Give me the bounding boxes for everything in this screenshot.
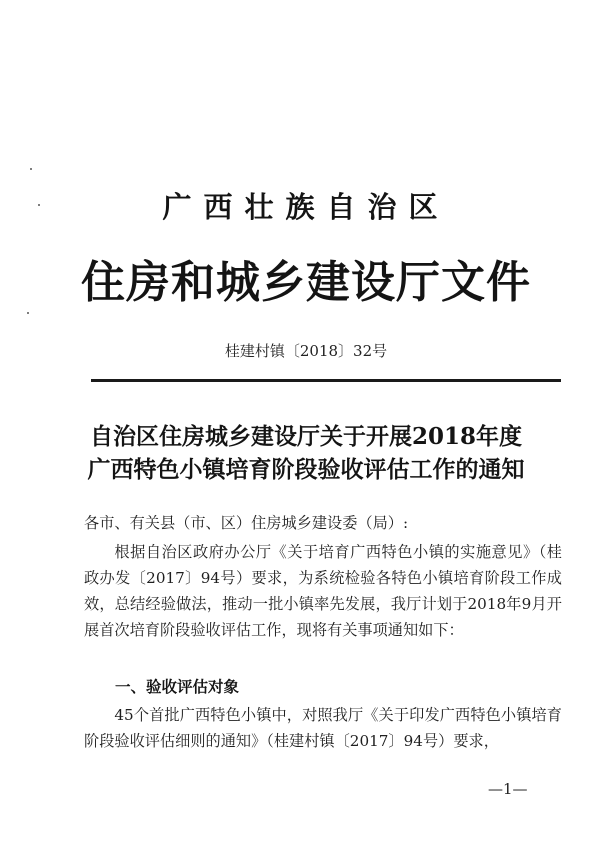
- scan-speck: [38, 204, 40, 206]
- body-paragraph-1: 根据自治区政府办公厅《关于培育广西特色小镇的实施意见》（桂政办发〔2017〕94号）要求，为系统检验各特色小镇培育阶段工作成效，总结经验做法，推动一批小镇率先发展，我厅计划于2018年9月开展首次培育阶段验收评估工作，现将有关事项通知如下：: [84, 543, 562, 639]
- scan-speck: [27, 312, 29, 314]
- section-heading-1: 一、验收评估对象: [115, 677, 240, 696]
- body-paragraph-2: 45个首批广西特色小镇中，对照我厅《关于印发广西特色小镇培育阶段验收评估细则的通知》（桂建村镇〔2017〕94号）要求，: [84, 706, 562, 750]
- scan-speck: [30, 168, 32, 170]
- salutation: 各市、有关县（市、区）住房城乡建设委（局）:: [84, 514, 409, 532]
- notice-title-line2: 广西特色小镇培育阶段验收评估工作的通知: [87, 456, 525, 483]
- notice-title-line1: 自治区住房城乡建设厅关于开展2018年度: [89, 423, 522, 450]
- document-number: 桂建村镇〔2018〕32号: [224, 342, 388, 360]
- header-divider: [91, 379, 561, 382]
- issuer-department: 住房和城乡建设厅文件: [81, 257, 531, 308]
- issuer-region: 广西壮族自治区: [162, 190, 450, 224]
- page-number: —1—: [488, 780, 528, 798]
